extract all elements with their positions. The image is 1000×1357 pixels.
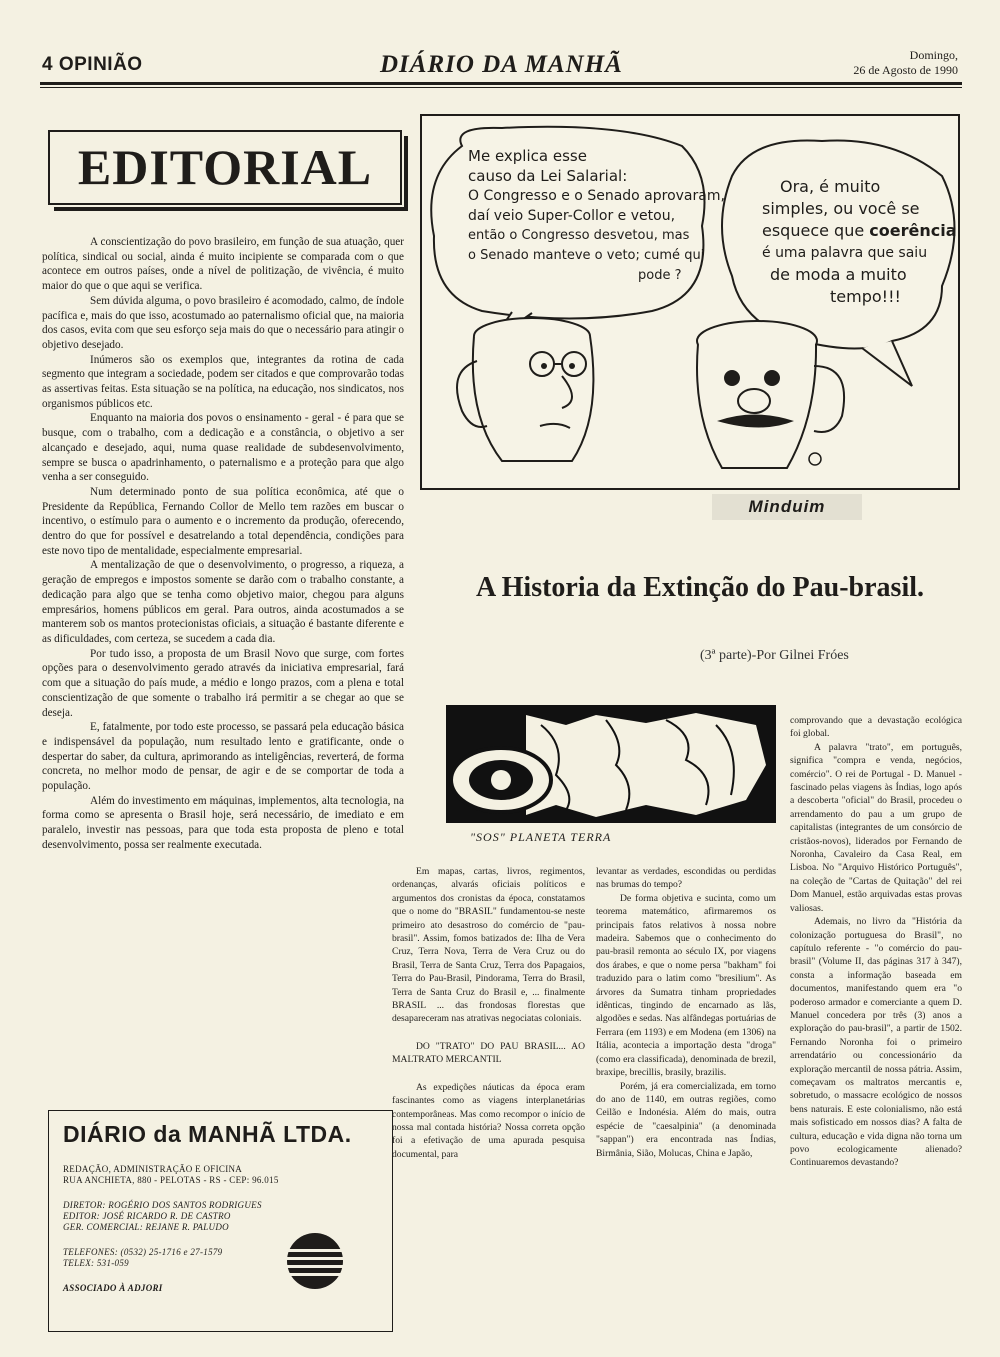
cartoon-panel bbox=[420, 114, 960, 490]
article-paragraph: Porém, já era comercializada, em torno do ano de 1140, em outras regiões, como Ceilão e Indonésia. Além do mais, outra espécie de "caesalpinia" (a denominada "sappan") era encontrada nas Índias, Birmânia, Sião, Molucas, China e Japão, bbox=[596, 1080, 776, 1159]
publisher-association: ASSOCIADO À ADJORI bbox=[63, 1283, 163, 1293]
header-rule-thin bbox=[40, 87, 962, 88]
left-mug-character bbox=[457, 318, 593, 461]
editorial-paragraph: Por tudo isso, a proposta de um Brasil Novo que surge, com fortes opções para o desenvolvimento gerado através da iniciativa empresarial, fará com que a situação do país mude, a médio e longo prazos, com a plena e total conscientização de que somente o trabalho irá permitir a se chegar ao que se deseja. bbox=[42, 647, 404, 719]
editorial-paragraph: Inúmeros são os exemplos que, integrantes da rotina de cada segmento que integram a sociedade, podem ser citados e que comprovarão todas as assertivas feitas. Esta situação se na política, na educação, nos sindicatos, nos organismos públicos etc. bbox=[42, 353, 404, 410]
world-map-illustration bbox=[446, 705, 776, 823]
editorial-paragraph: A mentalização de que o desenvolvimento, o progresso, a riqueza, a geração de empregos e impostos somente se darão com o trabalho constante, a dedicação para algo que se tenha como objetivo maior, chegou para alguns empresários, homens públicos em geral. Para outros, ainda acostumados a se manterem sob os mantos protecionistas oficiais, a situação é bastante diferente e as dificuldades, com certeza, se sucedem a cada dia. bbox=[42, 559, 404, 645]
article-paragraph: A palavra "trato", em português, significa "compra e venda, negócios, comércio". O rei de Portugal - D. Manuel - fascinado pelas viagens às Índias, logo após a descoberta "oficial" do Brasil, procedeu o arrendamento do pau a um grupo de capitalistas (integrantes de um consórcio de cristãos-novos), liderados por Fernando de Noronha, Cavaleiro da Casa Real, em Lisboa. No "Arquivo Histórico Português", na coleção de "Cartas de Quitação" del rei Dom Manuel, estão arquivadas estas provas valiosas. bbox=[790, 741, 962, 914]
article-paragraph: Em mapas, cartas, livros, regimentos, ordenanças, alvarás oficiais políticos e argumentos dos cronistas da época, constatamos que o nome do "BRASIL" fundamentou-se neste primeiro ato desastroso do comércio de "pau-brasil". Assim, fomos batizados de: Ilha de Vera Cruz, Terra Nova, Terra de Vera Cruz ou do Brasil, Terra de Santa Cruz, Terra dos Papagaios, Terra do Pau-Brasil, Pindorama, Terra do Brasil, Terra de Santa Cruz do Brasil e, ... finalmente BRASIL ... das frondosas florestas que desapareceram nas atrativas negociatas coloniais. bbox=[392, 866, 585, 1025]
issue-date bbox=[853, 48, 958, 78]
globe-logo-icon bbox=[446, 705, 776, 823]
masthead: DIÁRIO DA MANHÃ bbox=[380, 51, 623, 78]
issue-day: Domingo, bbox=[909, 48, 958, 62]
editorial-title: EDITORIAL bbox=[77, 139, 373, 195]
editorial-paragraph: E, fatalmente, por todo este processo, se passará pela educação básica e indispensável da população, num resultado lento e gratificante, onde o despertar do saber, da cultura, aprimorando as inteligências, reverterá, de forma concreta, no melhor modo de pensar, de agir e de se comportar de toda a população. bbox=[42, 721, 404, 793]
publisher-director: DIRETOR: ROGÉRIO DOS SANTOS RODRIGUES bbox=[63, 1200, 262, 1210]
publisher-address-line: RUA ANCHIETA, 880 - PELOTAS - RS - CEP: 96.015 bbox=[63, 1175, 279, 1185]
article-subheading: DO "TRATO" DO PAU BRASIL... AO MALTRATO MERCANTIL bbox=[392, 1040, 585, 1066]
cartoonist-signature: Minduim bbox=[712, 494, 862, 520]
publisher-telex: TELEX: 531-059 bbox=[63, 1258, 129, 1268]
article-paragraph: As expedições náuticas da época eram fascinantes como as viagens interplanetárias contemporâneas. Mas como recompor o início de nossa mal contada história? Nossa correta opção foi a efetivação de uma apurada pesquisa documental, para bbox=[392, 1081, 585, 1160]
article-byline: (3ª parte)-Por Gilnei Fróes bbox=[700, 648, 849, 663]
editorial-paragraph: Sem dúvida alguma, o povo brasileiro é acomodado, calmo, de índole pacífica e, mais do que isso, acostumado ao paternalismo oficial que, na maioria dos casos, evita com que seu esforço seja mais do que o necessário para atingir o objetivo desejado. bbox=[42, 294, 404, 351]
publisher-address-line: REDAÇÃO, ADMINISTRAÇÃO E OFICINA bbox=[63, 1164, 243, 1174]
article-column-2 bbox=[596, 865, 776, 1160]
issue-date-text: 26 de Agosto de 1990 bbox=[853, 63, 958, 77]
article-paragraph: levantar as verdades, escondidas ou perdidas nas brumas do tempo? bbox=[596, 866, 776, 891]
editorial-paragraph: Enquanto na maioria dos povos o ensinamento - geral - é para que se busque, com o trabalho, com a dedicação e a constância, o objetivo a ser alcançado e desejado, aqui, numa quase realidade de subdesenvolvimento, sempre se busca o apadrinhamento, o paternalismo e a proteção para que algo venha a ser conseguido. bbox=[42, 412, 404, 484]
article-paragraph: comprovando que a devastação ecológica foi global. bbox=[790, 715, 962, 740]
article-column-1 bbox=[392, 865, 585, 1161]
right-mug-character bbox=[697, 321, 844, 468]
editorial-body bbox=[42, 235, 404, 853]
image-caption: "SOS" PLANETA TERRA bbox=[470, 830, 612, 844]
editorial-paragraph: Num determinado ponto de sua política econômica, até que o Presidente da República, Fernando Collor de Mello tem razões em buscar o incentivo, o estímulo para o aumento e o incremento da produção, oferecendo, dentro do que for possível e desatrelando a total dependência, condições para este novo tipo de mentalidade, especialmente empresarial. bbox=[42, 485, 404, 557]
publisher-logo-icon bbox=[283, 1229, 347, 1293]
publisher-name: DIÁRIO da MANHÃ LTDA. bbox=[63, 1121, 352, 1147]
publisher-box bbox=[48, 1110, 393, 1332]
article-paragraph: De forma objetiva e sucinta, como um teorema matemático, afirmaremos os principais fatos relativos à nossa nobre madeira. Sabemos que o conhecimento do pau-brasil remonta ao século IX, por viagens dos árabes, e que o nome persa "bakham" foi traduzido para o latim como "bresilium". As árvores da Sumatra tinham propriedades idênticas, tingindo de encarnado as lãs, algodões e sedas. Nas alfândegas portuárias de Ferrara (em 1193) e em Modena (em 1306) na Itália, acontecia a importação desta "droga" (como era classificada), denominada de brezil, braxiре, brecillis, brasily, brazilis. bbox=[596, 892, 776, 1079]
header-rule bbox=[40, 82, 962, 85]
editorial-paragraph: A conscientização do povo brasileiro, em função de sua atuação, quer política, sindical ou social, ainda é muito incipiente se comparada com o que acontece em outros países, onde a nível de politização, de vivência, é muito maior do que o que aqui se verifica. bbox=[42, 236, 404, 293]
publisher-commercial: GER. COMERCIAL: REJANE R. PALUDO bbox=[63, 1222, 229, 1232]
article-column-3 bbox=[790, 714, 962, 1170]
section-label: 4 OPINIÃO bbox=[42, 54, 143, 75]
publisher-editor: EDITOR: JOSÉ RICARDO R. DE CASTRO bbox=[63, 1211, 231, 1221]
publisher-phones: TELEFONES: (0532) 25-1716 e 27-1579 bbox=[63, 1247, 223, 1257]
right-speech-text: Ora, é muito simples, ou você se esquece que coerência é uma palavra que saiu de moda a muito tempo!!! bbox=[762, 177, 957, 306]
article-paragraph: Ademais, no livro da "História da colonização portuguesa do Brasil", no capítulo referente - "o comércio do pau-brasil" (Volume II, das páginas 317 à 347), consta a informação baseada em documentos, manifestando quem era "o poderoso armador e comerciante a quem D. Manuel concedera por três (3) anos a exploração do pau-brasil", a partir de 1502. Fernando Noronha foi o primeiro arrendatário ou concessionário da exploração mercantil de nossa pátria. Assim, começavam os maltratos mercantis e, sobretudo, o massacre ecológico de nossos bens naturais. E este colonialismo, não está mais sofisticado em nossos dias? A falta de cultura, educação e vida digna não torna um povo ecologicamente alienado? Continuaremos devastando? bbox=[790, 916, 962, 1169]
left-speech-text: Me explica esse causo da Lei Salarial: O Congresso e o Senado aprovaram, daí veio Super-Collor e vetou, então o Congresso desvetou, mas o Senado manteve o veto; cumé qui pode ? bbox=[468, 147, 725, 283]
editorial-paragraph: Além do investimento em máquinas, implementos, alta tecnologia, na forma como se apresenta o Brasil hoje, será necessário, de imediato e em paralelo, investir nas pessoas, para que toda esta proposta de pleno e total desenvolvimento, possa ser realmente executada. bbox=[42, 794, 404, 851]
article-title: A Historia da Extinção do Pau-brasil. bbox=[475, 572, 925, 603]
